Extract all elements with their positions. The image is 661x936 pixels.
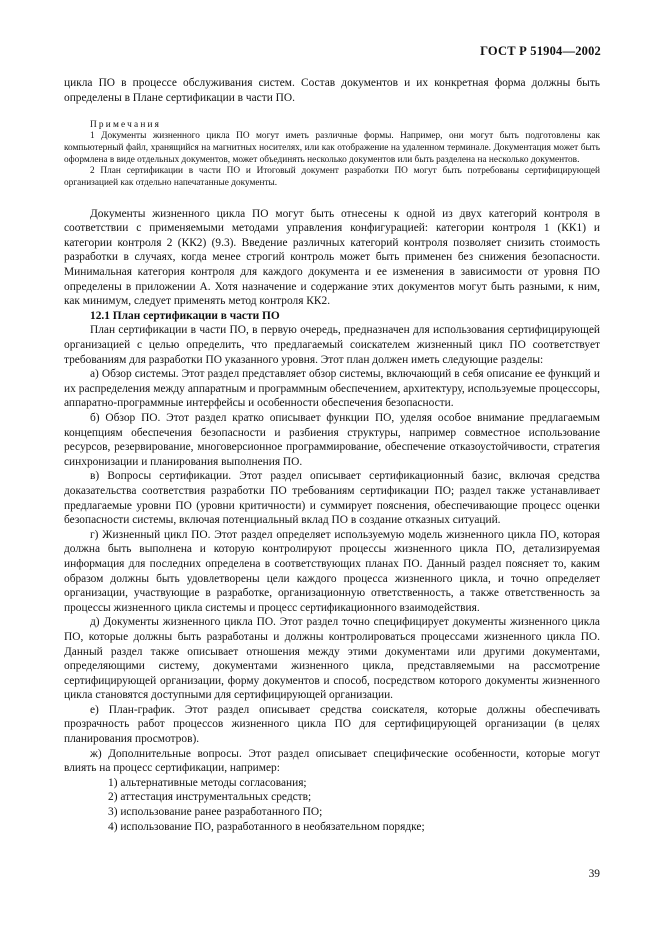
list-item: е) План-график. Этот раздел описывает средства соискателя, которые должны обеспечивать прозрачность работ процессов жизненного цикла ПО для сертифицирующей организации (в целях планирования просмотров). (64, 703, 600, 746)
note-1: 1 Документы жизненного цикла ПО могут иметь различные формы. Например, они могут быть подготовлены как компьютерный файл, хранящийся на магнитных носителях, или как отображение на удаленном терминале. Документация может быть оформлена в виде отдельных документов, может объединять несколько документов или быть разделена на несколько документов. (64, 131, 600, 165)
list-item: б) Обзор ПО. Этот раздел кратко описывает функции ПО, уделяя особое внимание предлагаемым концепциям обеспечения безопасности и разбиения структуры, например совместное использование ресурсов, резервирование, многоверсионное программирование, обеспечение отказоустойчивости, стратегия синхронизации и планирования выполнения ПО. (64, 412, 600, 468)
list-item: д) Документы жизненного цикла ПО. Этот раздел точно специфицирует документы жизненного цикла ПО, которые должны быть разработаны и должны контролироваться процессами жизненного цикла ПО. Данный раздел также описывает отношения между этими документами или другими документами, определяющими систему, документами жизненного цикла, представляемыми на рассмотрение сертифицирующей организации, форму документов и способ, посредством которого документы жизненного цикла становятся доступными для сертифицирующей организации. (64, 616, 600, 702)
list-item: ж) Дополнительные вопросы. Этот раздел описывает специфические особенности, которые могут влиять на процесс сертификации, например: (64, 747, 600, 775)
sub-list-item: 1) альтернативные методы согласования; (108, 776, 307, 789)
list-item: в) Вопросы сертификации. Этот раздел описывает сертификационный базис, включая средства доказательства соответствия разработки ПО требованиям сертификации ПО; раздел также устанавливает предлагаемые уровни ПО (уровни критичности) и суммирует пояснения, обеспечивающие процесс оценки безопасности системы, включая потенциальный вклад ПО в создание отказных ситуаций. (64, 470, 600, 527)
control-categories-paragraph: Документы жизненного цикла ПО могут быть отнесены к одной из двух категорий контроля в соответствии с применяемыми методами управления конфигурацией: категории контроля 1 (КК1) и категории контроля 2 (КК2) (9.3). Введение различных категорий контроля позволяет снизить стоимость разработки в случаях, когда менее строгий контроль может быть применен без снижения безопасности. Минимальная категория контроля для каждого документа и ее изменения в зависимости от уровня ПО определены в приложении А. Хотя назначение и содержание этих документов могут быть разными, к ним, как минимум, следует применять метод контроля КК2. (64, 207, 600, 308)
section-intro-paragraph: План сертификации в части ПО, в первую очередь, предназначен для использования сертифицирующей организацией с целью определить, что предлагаемый соискателем жизненный цикл ПО соответствует требованиям для разработки ПО указанного уровня. Этот план должен иметь следующие разделы: (64, 324, 600, 366)
sub-list-item: 4) использование ПО, разработанного в необязательном порядке; (108, 820, 425, 833)
page-number: 39 (588, 868, 600, 880)
section-heading: 12.1 План сертификации в части ПО (90, 309, 280, 322)
document-header: ГОСТ Р 51904—2002 (480, 44, 601, 58)
sub-list-item: 3) использование ранее разработанного ПО; (108, 806, 323, 819)
notes-title: Примечания (90, 120, 162, 131)
list-item: г) Жизненный цикл ПО. Этот раздел определяет используемую модель жизненного цикла ПО, которая должна быть выполнена и которую контролируют процессы жизненного цикла ПО, детализируемая информация для последних определена в соответствующих планах ПО. Данный раздел поясняет то, каким образом должны быть удовлетворены цели каждого процесса жизненного цикла, и точно определяет организации, участвующие в разработке, организационную ответственность, а также ответственность за процессы жизненного цикла системы и процесс сертификационного взаимодействия. (64, 528, 600, 614)
page-content (64, 76, 600, 834)
list-item: а) Обзор системы. Этот раздел представляет обзор системы, включающий в себя описание ее функций и их распределения между аппаратным и программным обеспечением, архитектуру, используемые процессоры, аппаратно-программные интерфейсы и особенности обеспечения безопасности. (64, 368, 600, 410)
sub-list-item: 2) аттестация инструментальных средств; (108, 791, 312, 804)
note-2: 2 План сертификации в части ПО и Итоговый документ разработки ПО могут быть потребованы сертифицирующей организацией как отдельно напечатанные документы. (64, 166, 600, 188)
intro-paragraph: цикла ПО в процессе обслуживания систем. Состав документов и их конкретная форма должны быть определены в Плане сертификации в части ПО. (64, 77, 600, 104)
